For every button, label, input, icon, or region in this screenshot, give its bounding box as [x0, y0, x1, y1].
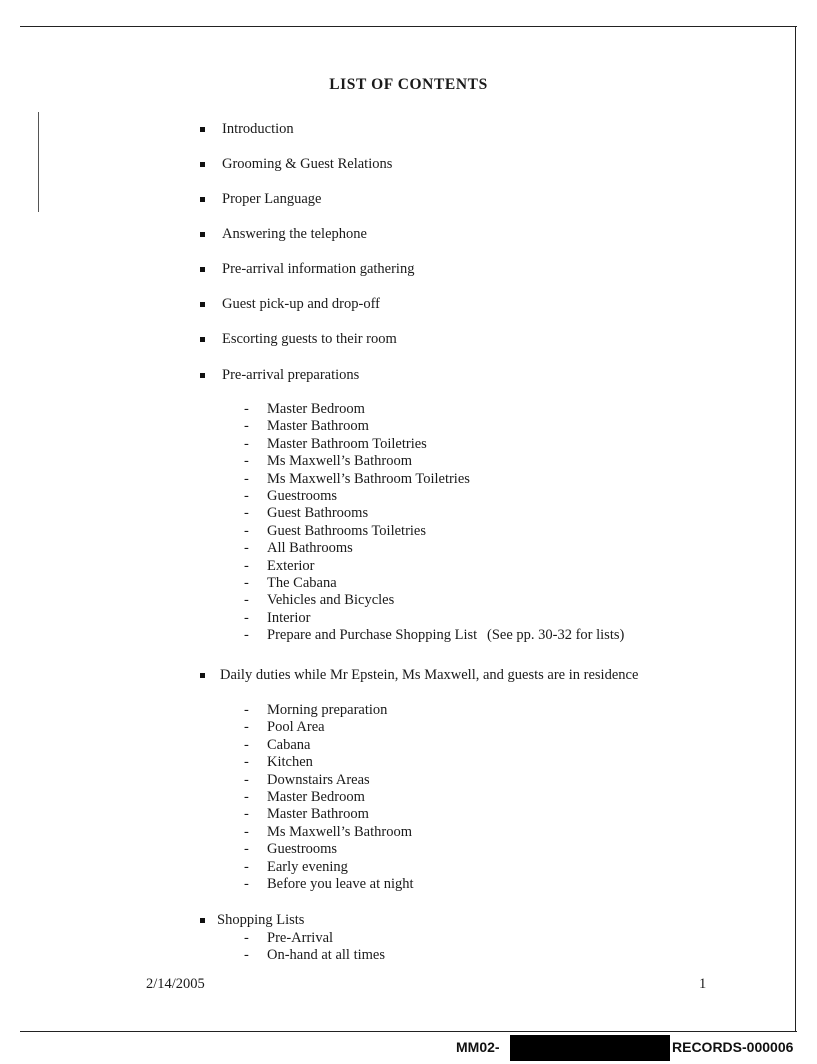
bullet-icon	[200, 197, 205, 202]
dash-marker: -	[244, 806, 249, 823]
dash-marker: -	[244, 930, 249, 946]
contents-subitem-label: On-hand at all times	[267, 947, 385, 964]
dash-marker: -	[244, 522, 249, 539]
contents-item-label: Introduction	[222, 121, 294, 137]
contents-subitem-label: Ms Maxwell’s Bathroom	[267, 453, 412, 470]
bullet-icon	[200, 302, 205, 307]
contents-subitem-label: Exterior	[267, 557, 315, 574]
contents-subitem-label: Guestrooms	[267, 488, 338, 504]
dash-marker: -	[244, 754, 249, 771]
contents-subitem-label: Ms Maxwell’s Bathroom Toiletries	[267, 470, 470, 487]
contents-item-label: Answering the telephone	[222, 226, 367, 242]
contents-subitem-label: Ms Maxwell’s Bathroom	[267, 823, 412, 840]
dash-marker: -	[244, 719, 249, 736]
dash-marker: -	[244, 702, 249, 718]
contents-item-label: Pre-arrival information gathering	[222, 261, 415, 277]
contents-subitem-label: Morning preparation	[267, 702, 388, 718]
contents-item-label: Guest pick-up and drop-off	[222, 296, 380, 312]
bullet-icon	[200, 673, 205, 678]
contents-subitem-label: Prepare and Purchase Shopping List	[267, 627, 478, 644]
contents-item-label: Grooming & Guest Relations	[222, 156, 393, 172]
contents-subitem-label: Early evening	[267, 858, 348, 875]
bullet-icon	[200, 337, 205, 342]
bullet-icon	[200, 162, 205, 167]
dash-marker: -	[244, 470, 249, 487]
contents-subitem-label: Guest Bathrooms Toiletries	[267, 522, 427, 539]
contents-subitem-label: Master Bedroom	[267, 401, 365, 417]
dash-marker: -	[244, 488, 249, 504]
contents-subitem-label: Master Bathroom	[267, 806, 369, 823]
page-title: LIST OF CONTENTS	[329, 76, 488, 94]
dash-marker: -	[244, 557, 249, 574]
bullet-icon	[200, 918, 205, 923]
contents-item-label: Shopping Lists	[217, 912, 305, 928]
dash-marker: -	[244, 858, 249, 875]
contents-subitem-label: All Bathrooms	[267, 540, 353, 557]
dash-marker: -	[244, 453, 249, 470]
contents-subitem-label: Pre-Arrival	[267, 930, 334, 946]
contents-item-label: Escorting guests to their room	[222, 331, 397, 347]
dash-marker: -	[244, 505, 249, 522]
contents-subitem-label: Interior	[267, 609, 311, 626]
dash-marker: -	[244, 592, 249, 609]
contents-subitem-label: Before you leave at night	[267, 876, 414, 892]
contents-subitem-label: Downstairs Areas	[267, 771, 370, 788]
contents-subitem-label: Master Bathroom	[267, 418, 369, 435]
footer-bates-number: RECORDS-000006	[672, 1039, 794, 1055]
contents-item-label: Pre-arrival preparations	[222, 367, 360, 383]
document-date: 2/14/2005	[146, 976, 205, 992]
contents-subitem-label: The Cabana	[267, 575, 337, 591]
contents-subitem-label: Guestrooms	[267, 841, 338, 858]
bullet-icon	[200, 267, 205, 272]
dash-marker: -	[244, 575, 249, 591]
dash-marker: -	[244, 435, 249, 452]
dash-marker: -	[244, 789, 249, 805]
footer-bates-prefix: MM02-	[456, 1039, 500, 1055]
contents-subitem-label: Master Bedroom	[267, 789, 365, 805]
bullet-icon	[200, 127, 205, 132]
contents-subitem-label: Master Bathroom Toiletries	[267, 435, 427, 452]
dash-marker: -	[244, 736, 249, 753]
dash-marker: -	[244, 540, 249, 557]
dash-marker: -	[244, 876, 249, 892]
dash-marker: -	[244, 841, 249, 858]
dash-marker: -	[244, 418, 249, 435]
contents-subitem-label: Kitchen	[267, 754, 313, 771]
contents-subitem-label: Guest Bathrooms	[267, 505, 369, 522]
redaction-box	[510, 1035, 670, 1061]
contents-subitem-label: Vehicles and Bicycles	[267, 592, 395, 609]
shopping-list-note: (See pp. 30-32 for lists)	[487, 627, 625, 644]
dash-marker: -	[244, 401, 249, 417]
dash-marker: -	[244, 771, 249, 788]
page-number: 1	[699, 976, 707, 992]
bullet-icon	[200, 232, 205, 237]
dash-marker: -	[244, 609, 249, 626]
dash-marker: -	[244, 627, 249, 644]
contents-subitem-label: Pool Area	[267, 719, 325, 736]
bullet-icon	[200, 373, 205, 378]
contents-subitem-label: Cabana	[267, 736, 311, 753]
dash-marker: -	[244, 947, 249, 964]
contents-item-label: Daily duties while Mr Epstein, Ms Maxwell, and guests are in residence	[220, 667, 639, 683]
dash-marker: -	[244, 823, 249, 840]
contents-item-label: Proper Language	[222, 191, 322, 207]
